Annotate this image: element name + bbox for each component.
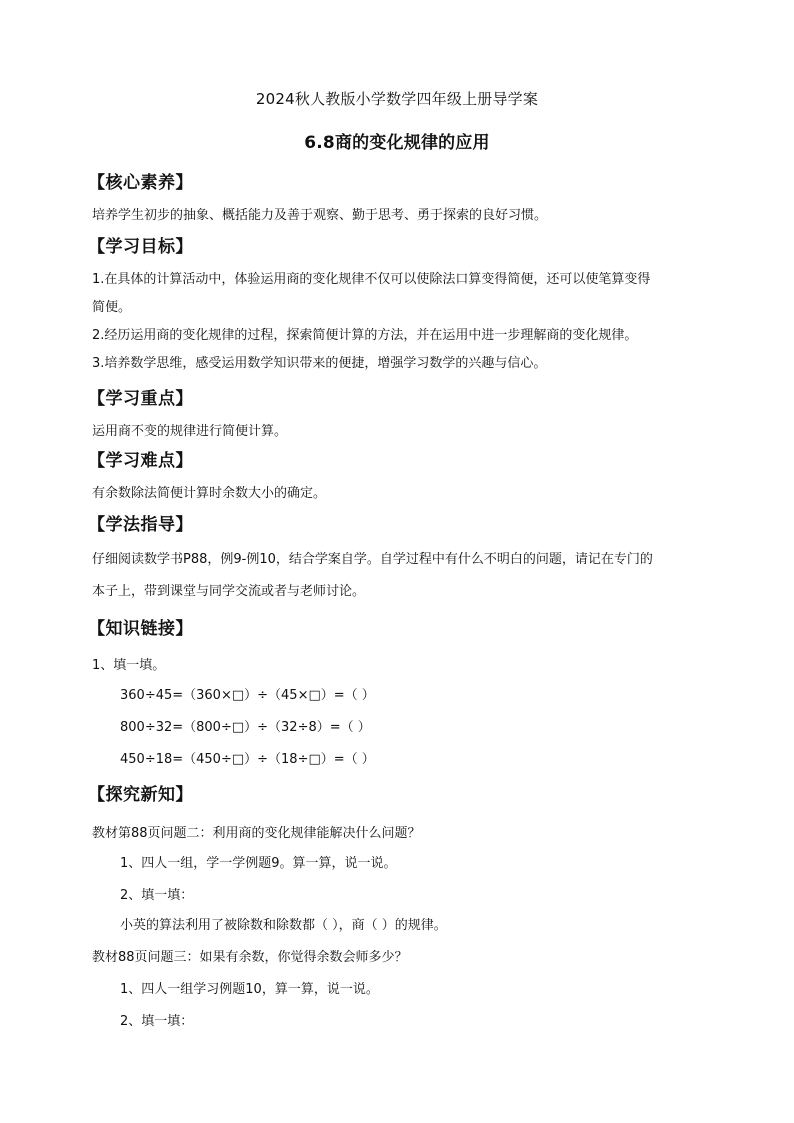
heading-explore: 【探究新知】 (88, 785, 193, 805)
heading-method: 【学法指导】 (88, 515, 193, 535)
key-points-text: 运用商不变的规律进行简便计算。 (92, 424, 288, 439)
core-literacy-text: 培养学生初步的抽象、概括能力及善于观察、勤于思考、勇于探索的良好习惯。 (92, 208, 548, 223)
goal-item-1-cont: 简便。 (92, 300, 132, 315)
explore-step-2: 2、填一填： (120, 888, 194, 903)
lesson-title: 6.8商的变化规律的应用 (304, 133, 490, 153)
equation-2: 800÷32=（800÷□）÷（32÷8）=（ ） (120, 720, 371, 735)
heading-knowledge-link: 【知识链接】 (88, 619, 193, 639)
knowledge-fill-label: 1、填一填。 (92, 658, 166, 673)
document-title: 2024秋人教版小学数学四年级上册导学案 (255, 90, 539, 108)
explore-step-1: 1、四人一组，学一学例题9。算一算，说一说。 (120, 856, 397, 871)
goal-item-3: 3.培养数学思维，感受运用数学知识带来的便捷，增强学习数学的兴趣与信心。 (92, 356, 547, 371)
method-line-2: 本子上，带到课堂与同学交流或者与老师讨论。 (92, 584, 366, 599)
heading-difficulties: 【学习难点】 (88, 451, 193, 471)
equation-3: 450÷18=（450÷□）÷（18÷□）=（ ） (120, 752, 375, 767)
explore-step-3: 1、四人一组学习例题10，算一算，说一说。 (120, 982, 379, 997)
heading-core-literacy: 【核心素养】 (88, 173, 193, 193)
explore-step-4: 2、填一填： (120, 1014, 194, 1029)
explore-question-2: 教材第88页问题二：利用商的变化规律能解决什么问题？ (92, 826, 421, 841)
heading-goals: 【学习目标】 (88, 237, 193, 257)
heading-key-points: 【学习重点】 (88, 389, 193, 409)
explore-fill-sentence: 小英的算法利用了被除数和除数都（ ），商（ ）的规律。 (120, 918, 447, 933)
goal-item-2: 2.经历运用商的变化规律的过程，探索简便计算的方法，并在运用中进一步理解商的变化规律。 (92, 328, 638, 343)
goal-item-1: 1.在具体的计算活动中，体验运用商的变化规律不仅可以使除法口算变得简便，还可以使笔算变得 (92, 272, 651, 287)
explore-question-3: 教材88页问题三：如果有余数，你觉得余数会师多少？ (92, 950, 408, 965)
equation-1: 360÷45=（360×□）÷（45×□）=（ ） (120, 688, 375, 703)
method-line-1: 仔细阅读数学书P88，例9-例10，结合学案自学。自学过程中有什么不明白的问题，请记在专门的 (92, 552, 653, 567)
difficulties-text: 有余数除法简便计算时余数大小的确定。 (92, 486, 327, 501)
